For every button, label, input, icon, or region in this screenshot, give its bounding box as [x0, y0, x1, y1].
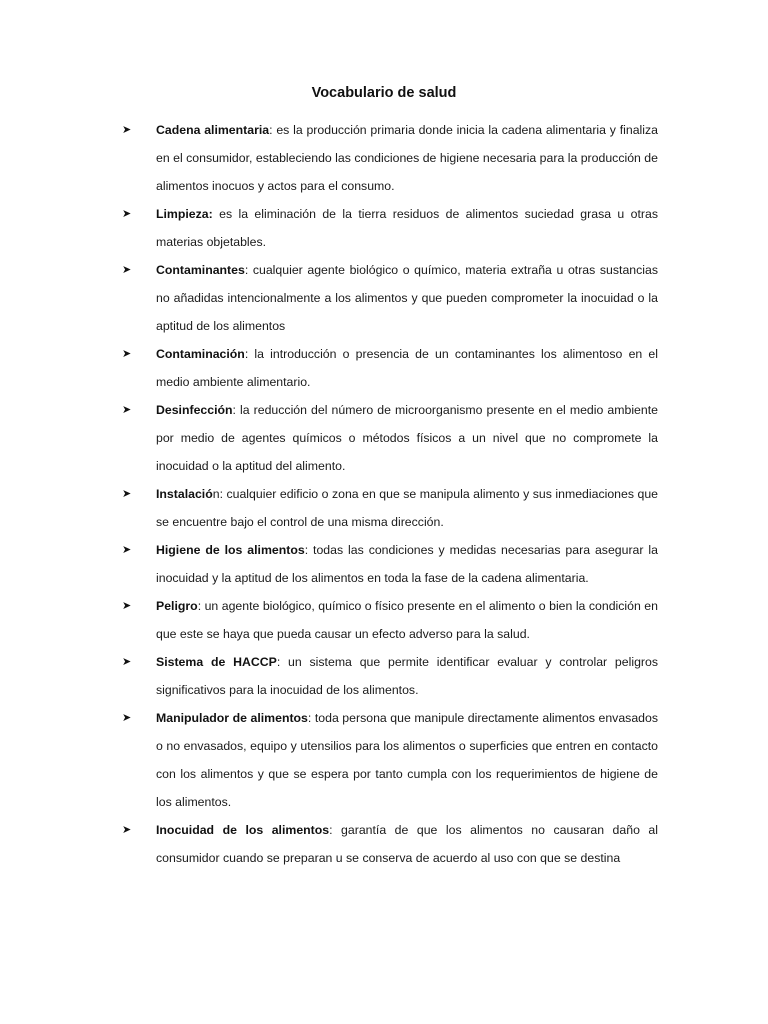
arrow-bullet-icon: ➤: [122, 544, 132, 556]
list-item-text: [156, 592, 658, 648]
arrow-bullet-icon: ➤: [122, 488, 132, 500]
list-item-text: [156, 480, 658, 536]
term: Cadena alimentaria: [156, 123, 270, 137]
arrow-bullet-icon: ➤: [122, 208, 132, 220]
term: Limpieza:: [156, 207, 213, 221]
term: Manipulador de alimentos: [156, 711, 308, 725]
arrow-bullet-icon: ➤: [122, 712, 132, 724]
term: Higiene de los alimentos: [156, 543, 305, 557]
list-item-text: [156, 816, 658, 872]
arrow-bullet-icon: ➤: [122, 404, 132, 416]
term: Sistema de HACCP: [156, 655, 277, 669]
definition: : toda persona que manipule directamente alimentos envasados o no envasados, equipo y utensilios para los alimentos o superficies que entren en contacto con los alimentos y que se espera por tanto cumpla con los requerimientos de higiene de los alimentos.: [156, 711, 658, 809]
arrow-bullet-icon: ➤: [122, 348, 132, 360]
definition: : la reducción del número de microorganismo presente en el medio ambiente por medio de agentes químicos o métodos físicos a un nivel que no compromete la inocuidad o la aptitud del alimento.: [156, 403, 658, 473]
arrow-bullet-icon: ➤: [122, 824, 132, 836]
list-item-text: [156, 648, 658, 704]
list-item-text: [156, 536, 658, 592]
definition: : es la producción primaria donde inicia la cadena alimentaria y finaliza en el consumidor, estableciendo las condiciones de higiene necesaria para la producción de alimentos inocuos y actos para el consumo.: [156, 123, 658, 193]
arrow-bullet-icon: ➤: [122, 600, 132, 612]
term: Contaminantes: [156, 263, 245, 277]
term: Peligro: [156, 599, 198, 613]
list-item-text: [156, 200, 658, 256]
list-item-text: [156, 256, 658, 340]
term: Instalació: [156, 487, 213, 501]
definition: : un sistema que permite identificar evaluar y controlar peligros significativos para la inocuidad de los alimentos.: [156, 655, 659, 697]
arrow-bullet-icon: ➤: [122, 124, 132, 136]
definition: : cualquier agente biológico o químico, materia extraña u otras sustancias no añadidas intencionalmente a los alimentos y que pueden comprometer la inocuidad o la aptitud de los alimentos: [156, 263, 658, 333]
list-item-text: [156, 704, 658, 816]
document-title: Vocabulario de salud: [311, 85, 457, 101]
list-item-text: [156, 396, 658, 480]
definition: n: cualquier edificio o zona en que se manipula alimento y sus inmediaciones que se encuentre bajo el control de una misma dirección.: [156, 487, 658, 529]
list-item-text: [156, 116, 658, 200]
definition: : la introducción o presencia de un contaminantes los alimentoso en el medio ambiente alimentario.: [156, 347, 658, 389]
term: Inocuidad de los alimentos: [156, 823, 330, 837]
definition: es la eliminación de la tierra residuos de alimentos suciedad grasa u otras materias objetables.: [156, 207, 658, 249]
definition: : todas las condiciones y medidas necesarias para asegurar la inocuidad y la aptitud de los alimentos en toda la fase de la cadena alimentaria.: [156, 543, 658, 585]
term: Contaminación: [156, 347, 245, 361]
list-item-text: [156, 340, 658, 396]
definition: : garantía de que los alimentos no causaran daño al consumidor cuando se preparan u se conserva de acuerdo al uso con que se destina: [156, 823, 658, 865]
arrow-bullet-icon: ➤: [122, 656, 132, 668]
term: Desinfección: [156, 403, 233, 417]
definition: : un agente biológico, químico o físico presente en el alimento o bien la condición en que este se haya que pueda causar un efecto adverso para la salud.: [156, 599, 658, 641]
arrow-bullet-icon: ➤: [122, 264, 132, 276]
